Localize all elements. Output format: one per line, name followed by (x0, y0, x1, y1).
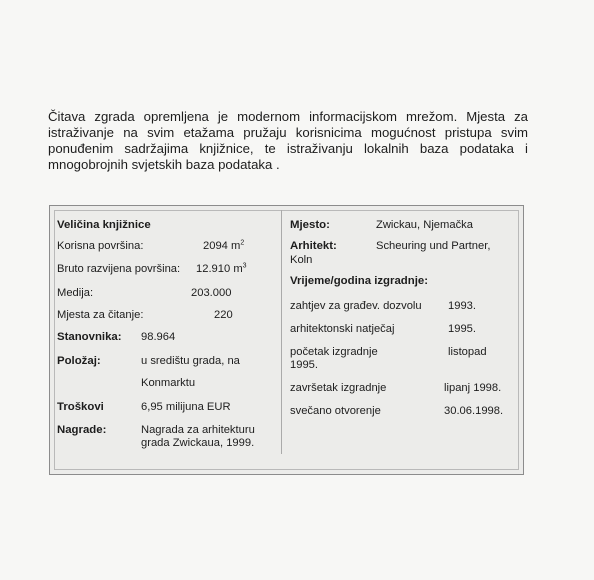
awards-label: Nagrade: (57, 424, 107, 436)
population-value: 98.964 (141, 331, 176, 343)
timeline-event: arhitektonski natječaj (290, 323, 395, 335)
architect-value: Scheuring und Partner, (376, 240, 491, 252)
gross-area-exponent: 3 (242, 262, 247, 270)
usable-area-label: Korisna površina: (57, 240, 144, 252)
gross-area-number: 12.910 m (196, 263, 243, 275)
gross-area-label: Bruto razvijena površina: (57, 263, 181, 275)
timeline-date: 1995. (448, 323, 476, 335)
place-label: Mjesto: (290, 219, 330, 231)
place-value: Zwickau, Njemačka (376, 219, 473, 231)
timeline-heading: Vrijeme/godina izgradnje: (290, 275, 428, 287)
awards-value-line1: Nagrada za arhitekturu (141, 424, 255, 436)
media-value: 203.000 (191, 287, 232, 299)
timeline-date: 30.06.1998. (444, 405, 504, 417)
library-size-heading: Veličina knjižnice (57, 219, 151, 231)
timeline-event: 1995. (290, 359, 318, 371)
timeline-event: završetak izgradnje (290, 382, 387, 394)
awards-value-line2: grada Zwickaua, 1999. (141, 437, 255, 449)
usable-area-exponent: 2 (240, 239, 245, 247)
timeline-event: zahtjev za građev. dozvolu (290, 300, 422, 312)
timeline-event: početak izgradnje (290, 346, 378, 358)
costs-label: Troškovi (57, 401, 104, 413)
timeline-date: 1993. (448, 300, 476, 312)
gross-area-value (196, 263, 247, 275)
usable-area-value (203, 240, 244, 252)
architect-label: Arhitekt: (290, 240, 337, 252)
usable-area-number: 2094 m (203, 240, 241, 252)
seats-value: 220 (214, 309, 233, 321)
location-label: Položaj: (57, 355, 101, 367)
media-label: Medija: (57, 287, 94, 299)
location-value-line2: Konmarktu (141, 377, 196, 389)
seats-label: Mjesta za čitanje: (57, 309, 144, 321)
population-label: Stanovnika: (57, 331, 122, 343)
timeline-date: listopad (448, 346, 487, 358)
timeline-event: svečano otvorenje (290, 405, 381, 417)
architect-city: Koln (290, 254, 313, 266)
intro-paragraph: Čitava zgrada opremljena je modernom informacijskom mrežom. Mjesta za istraživanje na svim etažama pružaju korisnicima mogućnost pristupa svim ponuđenim sadržajima knjižnice, te istraživanju lokalnih baza podataka i mnogobrojnih svjetskih baza podataka . (48, 109, 528, 173)
location-value-line1: u središtu grada, na (141, 355, 240, 367)
facts-column-divider (281, 210, 282, 454)
timeline-date: lipanj 1998. (444, 382, 502, 394)
costs-value: 6,95 milijuna EUR (141, 401, 231, 413)
